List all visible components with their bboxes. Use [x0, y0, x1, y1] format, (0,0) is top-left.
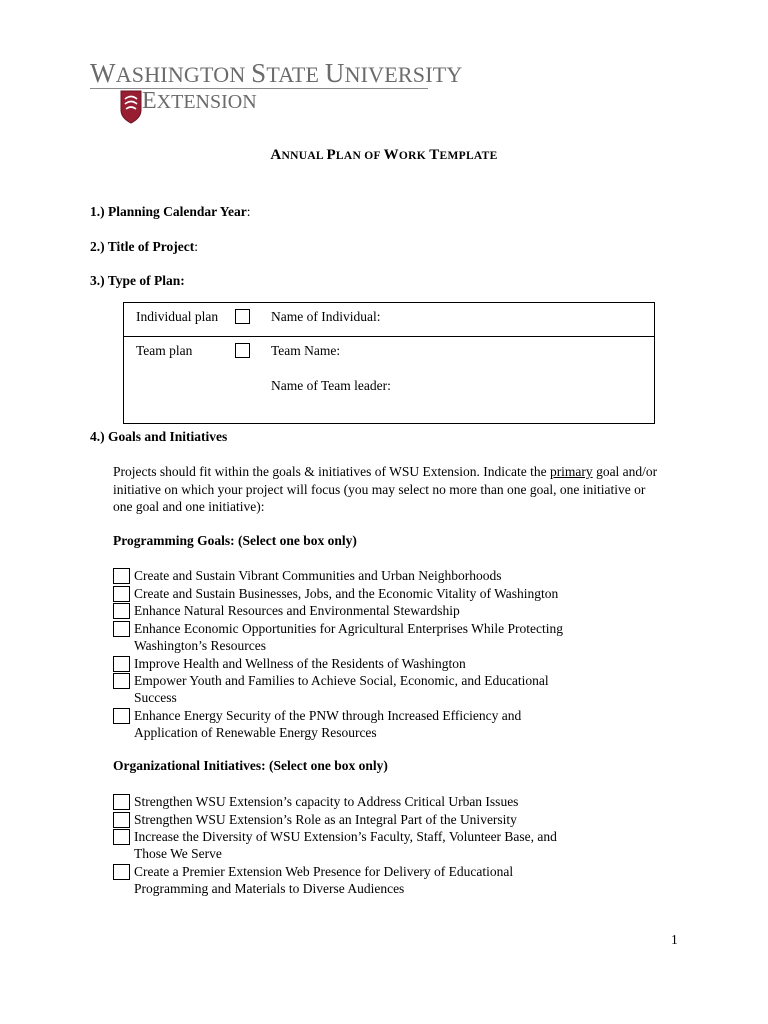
logo-rule	[90, 88, 428, 89]
initiative-checkbox[interactable]	[113, 794, 130, 810]
initiative-checkbox[interactable]	[113, 812, 130, 828]
logo-university-name: WASHINGTON STATE UNIVERSITY	[90, 58, 463, 88]
question-project-title: 2.) Title of Project:	[90, 239, 198, 254]
plan-type-table	[123, 302, 655, 424]
goal-checkbox[interactable]	[113, 708, 130, 724]
goal-checkbox[interactable]	[113, 586, 130, 602]
question-planning-year: 1.) Planning Calendar Year:	[90, 204, 251, 219]
table-divider	[124, 336, 654, 337]
team-leader-label: Name of Team leader:	[271, 378, 391, 393]
team-plan-checkbox[interactable]	[235, 343, 250, 358]
individual-plan-label: Individual plan	[136, 309, 219, 324]
goal-checkbox[interactable]	[113, 568, 130, 584]
question-goals-initiatives: 4.) Goals and Initiatives	[90, 429, 228, 444]
question-plan-type: 3.) Type of Plan:	[90, 273, 185, 288]
logo-extension: EXTENSION	[142, 88, 257, 114]
page-number: 1	[671, 932, 678, 947]
name-of-individual-label: Name of Individual:	[271, 309, 381, 324]
wsu-shield-icon	[120, 90, 142, 124]
initiative-checkbox[interactable]	[113, 829, 130, 845]
goal-checkbox[interactable]	[113, 673, 130, 689]
intro-paragraph: Projects should fit within the goals & initiatives of WSU Extension. Indicate the primary goal and/or initiative on which your project will focus (you may select no more than one goal, one initiative or one goal and one initiative):	[113, 464, 658, 514]
individual-plan-checkbox[interactable]	[235, 309, 250, 324]
page-title: ANNUAL PLAN OF WORK TEMPLATE	[270, 147, 498, 163]
programming-goals-heading: Programming Goals: (Select one box only)	[113, 533, 357, 548]
goal-checkbox[interactable]	[113, 621, 130, 637]
goal-checkbox[interactable]	[113, 603, 130, 619]
organizational-initiatives-heading: Organizational Initiatives: (Select one box only)	[113, 758, 388, 773]
initiative-checkbox[interactable]	[113, 864, 130, 880]
goal-checkbox[interactable]	[113, 656, 130, 672]
team-name-label: Team Name:	[271, 343, 341, 358]
team-plan-label: Team plan	[136, 343, 193, 358]
wsu-extension-logo	[90, 58, 463, 130]
primary-emphasis: primary	[549, 464, 593, 479]
